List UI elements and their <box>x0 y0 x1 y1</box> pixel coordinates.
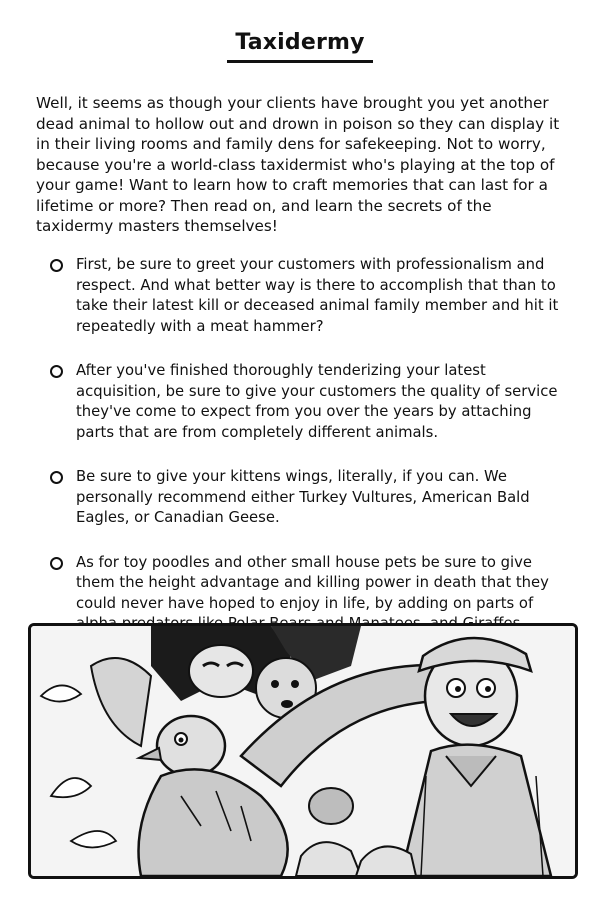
bullet-text: After you've finished thoroughly tenderizing your latest acquisition, be sure to give your customers the quality of service they've come to expect from you over the years by attaching parts that are from completely different animals. <box>76 362 558 441</box>
bullet-circle-icon <box>50 259 63 272</box>
bullet-list <box>46 255 560 659</box>
bullet-text: Be sure to give your kittens wings, literally, if you can. We personally recommend either Turkey Vultures, American Bald Eagles, or Canadian Geese. <box>76 468 530 526</box>
bullet-text: First, be sure to greet your customers with professionalism and respect. And what better way is there to accomplish that than to take their latest kill or deceased animal family member and hit it repeatedly with a meat hammer? <box>76 256 559 335</box>
page-title: Taxidermy <box>227 30 372 63</box>
comic-illustration-panel <box>28 623 578 879</box>
taxidermist-pupil <box>485 686 491 692</box>
man-eye <box>271 680 279 688</box>
intro-paragraph: Well, it seems as though your clients have brought you yet another dead animal to hollow out and drown in poison so they can display it in their living rooms and family dens for safekeeping. Not to worry, because you're a world-class taxidermist who's playing at the top of your game! Want to learn how to craft memories that can last for a lifetime or more? Then read on, and learn the secrets of the taxidermy masters themselves! <box>36 94 560 235</box>
title-container <box>0 30 600 63</box>
bullet-item <box>46 467 560 529</box>
man-mouth <box>281 700 293 708</box>
taxidermist-pupil <box>455 686 461 692</box>
bullet-item <box>46 255 560 337</box>
comic-illustration <box>31 626 575 876</box>
bullet-circle-icon <box>50 365 63 378</box>
bullet-text: As for toy poodles and other small house pets be sure to give them the height advantage and killing power in death that they could never have hoped to enjoy in life, by adding on parts of <box>76 553 549 612</box>
bird-pupil <box>179 738 184 743</box>
woman-face <box>189 645 253 697</box>
bird-head <box>157 716 225 776</box>
bullet-circle-icon <box>50 471 63 484</box>
bullet-item <box>46 361 560 443</box>
bullet-circle-icon <box>50 557 63 570</box>
gloved-hand <box>309 788 353 824</box>
man-eye <box>291 680 299 688</box>
